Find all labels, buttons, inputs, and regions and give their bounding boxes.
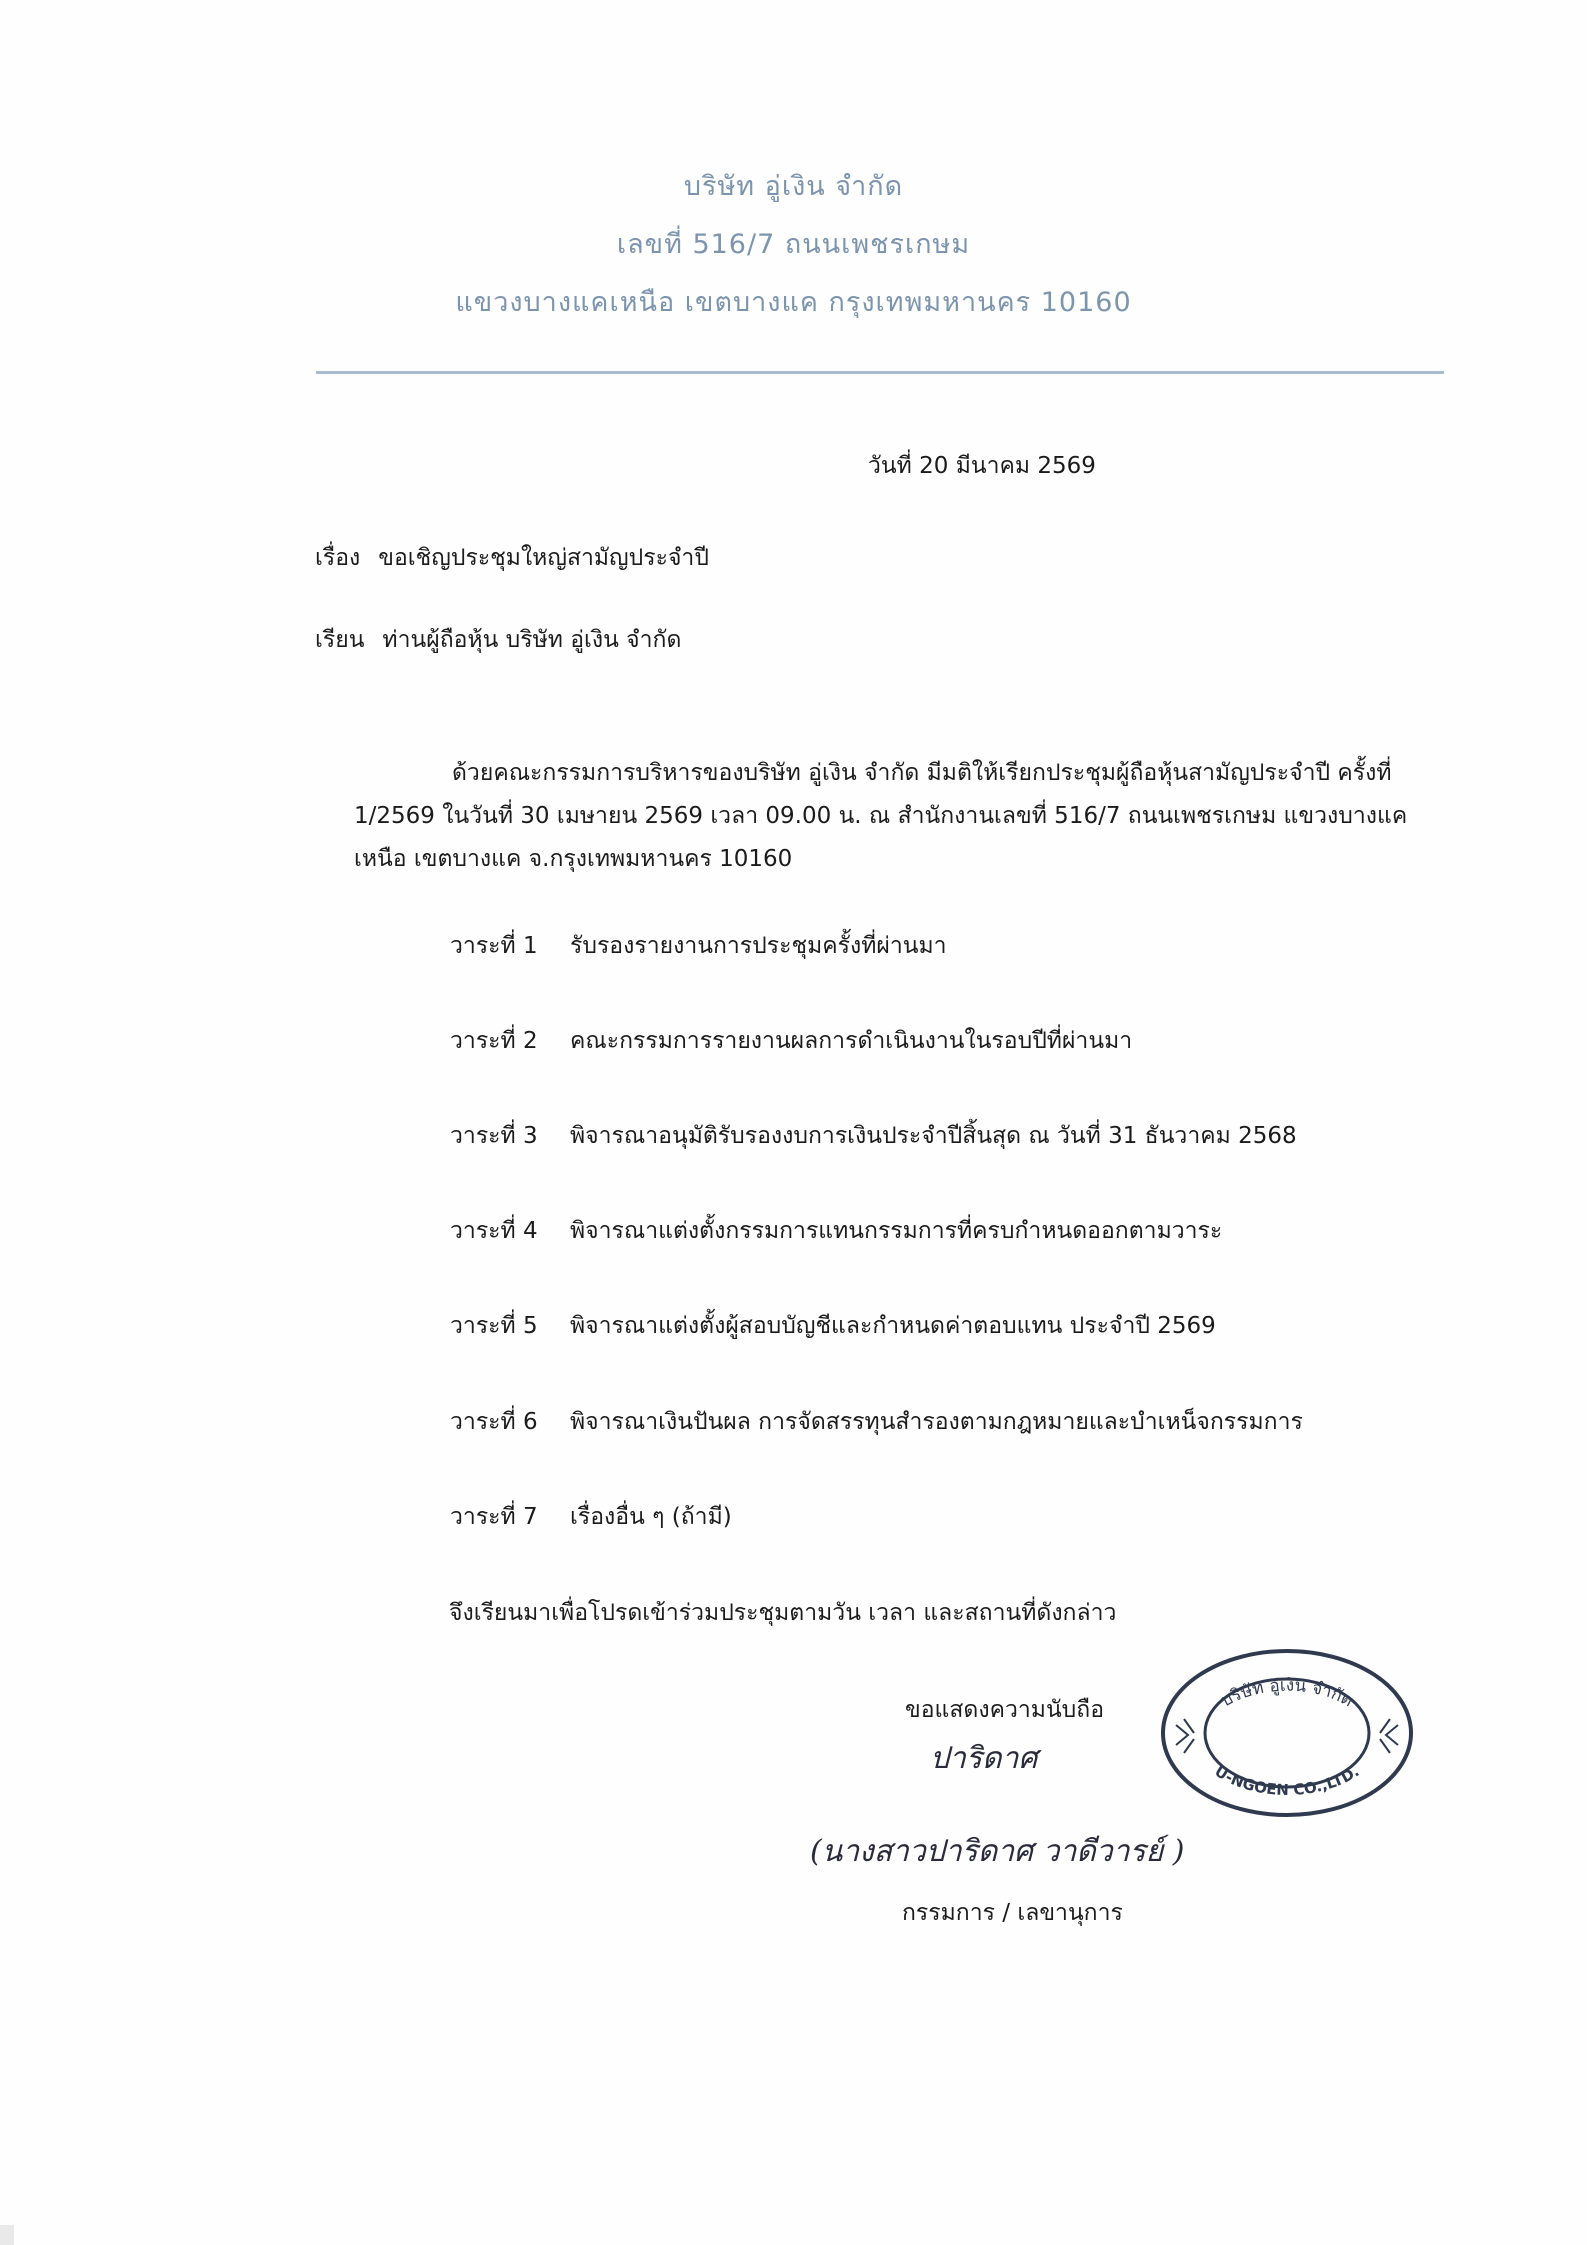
- seal-top-text: บริษัท อู่เงิน จำกัด: [1217, 1675, 1357, 1712]
- seal-left-ornament: [1176, 1719, 1194, 1753]
- company-seal: [1158, 1645, 1416, 1821]
- agenda-number: วาระที่ 2: [450, 1028, 538, 1054]
- body-line-3: เหนือ เขตบางแค จ.กรุงเทพมหานคร 10160: [354, 846, 793, 872]
- agenda-text: รับรองรายงานการประชุมครั้งที่ผ่านมา: [570, 933, 947, 959]
- agenda-item: [450, 1213, 1222, 1249]
- agenda-text: เรื่องอื่น ๆ (ถ้ามี): [570, 1504, 732, 1530]
- addressee-label: เรียน: [315, 627, 365, 653]
- company-address-line-2: แขวงบางแคเหนือ เขตบางแค กรุงเทพมหานคร 10160: [455, 287, 1132, 318]
- agenda-text: พิจารณาแต่งตั้งผู้สอบบัญชีและกำหนดค่าตอบแทน ประจำปี 2569: [570, 1313, 1216, 1339]
- addressee-text: ท่านผู้ถือหุ้น บริษัท อู่เงิน จำกัด: [382, 627, 682, 653]
- addressee-line: [315, 622, 681, 658]
- agenda-number: วาระที่ 4: [450, 1218, 538, 1244]
- agenda-item: [450, 1404, 1303, 1440]
- regards-text: ขอแสดงความนับถือ: [905, 1697, 1105, 1723]
- letter-date: วันที่ 20 มีนาคม 2569: [868, 453, 1096, 479]
- body-paragraph: [354, 752, 1470, 881]
- company-name: บริษัท อู่เงิน จำกัด: [683, 171, 904, 202]
- agenda-text: คณะกรรมการรายงานผลการดำเนินงานในรอบปีที่ผ่านมา: [570, 1028, 1133, 1054]
- agenda-number: วาระที่ 5: [450, 1313, 538, 1339]
- handwritten-name: (นางสาวปาริดาศ วาดีวารย์ ): [810, 1834, 1185, 1869]
- agenda-item: [450, 1499, 732, 1535]
- agenda-number: วาระที่ 1: [450, 933, 538, 959]
- handwritten-signature: ปาริดาศ: [930, 1741, 1038, 1776]
- scan-edge-mark: [0, 2225, 14, 2245]
- subject-label: เรื่อง: [315, 545, 361, 571]
- closing-sentence: จึงเรียนมาเพื่อโปรดเข้าร่วมประชุมตามวัน เวลา และสถานที่ดังกล่าว: [449, 1600, 1117, 1626]
- body-line-1: ด้วยคณะกรรมการบริหารของบริษัท อู่เงิน จำกัด มีมติให้เรียกประชุมผู้ถือหุ้นสามัญประจำปี ครั้งที่: [452, 760, 1392, 786]
- seal-bottom-text: U-NGOEN CO.,LTD.: [1211, 1762, 1363, 1800]
- subject-line: [315, 540, 709, 576]
- agenda-number: วาระที่ 3: [450, 1123, 538, 1149]
- company-address-line-1: เลขที่ 516/7 ถนนเพชรเกษม: [616, 229, 971, 260]
- agenda-item: [450, 928, 947, 964]
- agenda-text: พิจารณาเงินปันผล การจัดสรรทุนสำรองตามกฎหมายและบำเหน็จกรรมการ: [570, 1409, 1303, 1435]
- agenda-item: [450, 1023, 1132, 1059]
- agenda-text: พิจารณาแต่งตั้งกรรมการแทนกรรมการที่ครบกำหนดออกตามวาระ: [570, 1218, 1223, 1244]
- body-line-2: 1/2569 ในวันที่ 30 เมษายน 2569 เวลา 09.00 น. ณ สำนักงานเลขที่ 516/7 ถนนเพชรเกษม แขวงบางแค: [354, 803, 1408, 829]
- agenda-number: วาระที่ 6: [450, 1409, 538, 1435]
- signer-position: กรรมการ / เลขานุการ: [902, 1900, 1123, 1926]
- agenda-text: พิจารณาอนุมัติรับรองงบการเงินประจำปีสิ้นสุด ณ วันที่ 31 ธันวาคม 2568: [570, 1123, 1297, 1149]
- subject-text: ขอเชิญประชุมใหญ่สามัญประจำปี: [378, 545, 709, 571]
- letterhead-divider: [316, 371, 1444, 374]
- agenda-number: วาระที่ 7: [450, 1504, 538, 1530]
- seal-right-ornament: [1380, 1719, 1398, 1753]
- agenda-item: [450, 1118, 1297, 1154]
- agenda-item: [450, 1308, 1216, 1344]
